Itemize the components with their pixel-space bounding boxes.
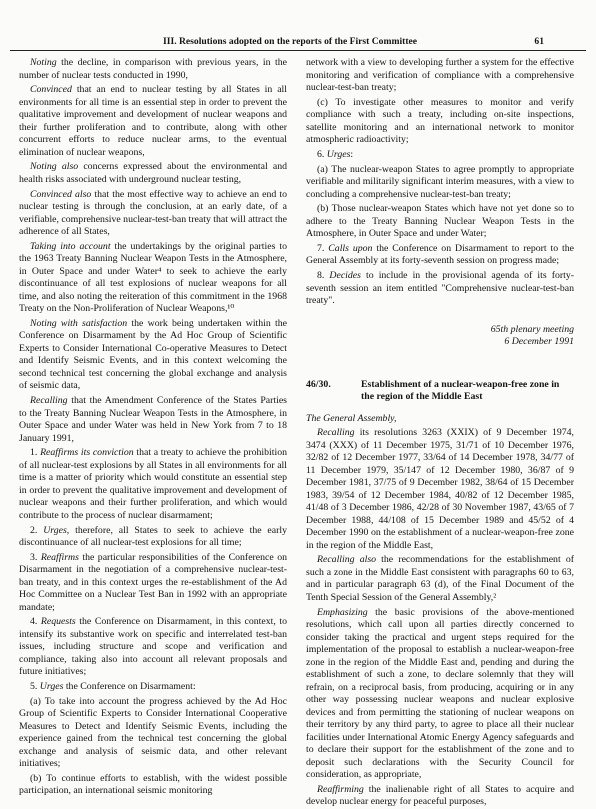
paragraph: [19, 189, 287, 239]
meeting-date: 6 December 1991: [504, 336, 574, 348]
paragraph-number: 8.: [317, 270, 330, 282]
paragraph-number: 6.: [317, 148, 327, 160]
paragraph: [19, 161, 287, 186]
meeting-signature: [306, 324, 574, 349]
paragraph-lead: Requests: [40, 616, 76, 628]
paragraph-text: concerns expressed about the environmental and health risks associated with underground nuclear testing,: [19, 161, 287, 185]
paragraph-text: the undertakings by the original parties to the 1963 Treaty Banning Nuclear Weapon Tests in the Atmosphere, in Outer Space and under Water⁴ to seek to achieve the early discontinuance of all test explosions of nuclear weapons for all time, and also noting the reiteration of this commitment in the 1968 Treaty on the Non-Proliferation of Nuclear Weapons,¹⁰: [19, 240, 287, 315]
paragraph-text: the Conference on Disarmament, in this context, to intensify its substantive work on specific and interrelated test-ban issues, including structure and scope and verification and compliance, taking also into account all relevant proposals and future initiatives;: [19, 616, 287, 678]
paragraph: [19, 395, 287, 445]
paragraph: [19, 773, 287, 798]
paragraph-text: the decline, in comparison with previous years, in the number of nuclear tests conducted in 1990,: [19, 57, 287, 81]
paragraph-lead: Recalling: [30, 395, 68, 407]
paragraph-number: 5.: [30, 681, 40, 693]
paragraph: [19, 525, 287, 550]
paragraph: [306, 270, 574, 308]
paragraph-text: the recommendations for the establishment of such a zone in the Middle East consistent with paragraphs 60 to 63, and in particular paragraph 63 (d), of the Final Document of the Tenth Special Session of the General Assembly,²: [306, 554, 574, 603]
paragraph: [306, 607, 574, 782]
paragraph-lead: Noting with satisfaction: [30, 317, 128, 329]
paragraph-text: to include in the provisional agenda of its forty-seventh session an item entitled "Comprehensive nuclear-test-ban treaty".: [306, 270, 575, 307]
paragraph-text: the particular responsibilities of the Conference on Disarmament in the negotiation of a comprehensive nuclear-test-ban treaty, and in this context urges the re-establishment of the Ad Hoc Committee on a Nuclear Test Ban in 1992 with an appropriate mandate;: [19, 551, 288, 613]
paragraph: [19, 318, 287, 393]
paragraph-text: its resolutions 3263 (XXIX) of 9 December 1974, 3474 (XXX) of 11 December 1975, 31/71 of 10 December 1976, 32/82 of 12 December 1977, 33/64 of 14 December 1978, 34/77 of 11 December 1979, 35/147 of 12 December 1980, 36/87 of 9 December 1981, 37/75 of 9 December 1982, 38/64 of 15 December 1983, 39/54 of 12 December 1984, 40/82 of 12 December 1985, 41/48 of 3 December 1986, 42/28 of 30 November 1987, 43/65 of 7 December 1988, 44/108 of 15 December 1989 and 45/52 of 4 December 1990 on the establishment of a nuclear-weapon-free zone in the region of the Middle East,: [306, 427, 574, 551]
paragraph: [19, 447, 287, 522]
paragraph-lead: Noting also: [30, 161, 79, 173]
resolution-number: 46/30.: [306, 378, 331, 390]
right-column: [306, 57, 574, 809]
paragraph-text: the Conference on Disarmament:: [63, 681, 196, 693]
paragraph-text: that the Amendment Conference of the States Parties to the Treaty Banning Nuclear Weapon Tests in the Atmosphere, in Outer Space and under Water was held in New York from 7 to 18 January 1991,: [19, 395, 287, 444]
paragraph: [19, 552, 287, 615]
paragraph-lead: Reaffirms: [40, 551, 79, 563]
paragraph-number: 1.: [30, 447, 41, 459]
paragraph-text: the work being undertaken within the Conference on Disarmament by the Ad Hoc Group of Scientific Experts to Consider International Co-operative Measures to Detect and Identify Seismic Events, and in this context welcoming the second technical test concerning the global exchange and analysis of seismic data,: [19, 317, 287, 392]
paragraph: [19, 84, 287, 159]
paragraph: [306, 57, 574, 95]
paragraph-text: that a treaty to achieve the prohibition of all nuclear-test explosions by all States in all environments for all time is a matter of priority which would constitute an essential step in order to prevent the qualitative improvement and development of nuclear weapons and their further proliferation, and which would contribute to the process of nuclear disarmament;: [19, 447, 287, 521]
paragraph: [306, 164, 574, 202]
paragraph-text: To investigate other measures to monitor and verify compliance with such a treaty, including on-site inspections, satellite monitoring and an international network to monitor atmospheric radioactivity;: [306, 96, 574, 146]
paragraph-lead: Emphasizing: [317, 606, 368, 618]
paragraph-lead: Decides: [329, 270, 361, 282]
paragraph-number: (a): [30, 695, 45, 707]
paragraph: [306, 784, 574, 809]
paragraph: [19, 696, 287, 771]
paragraph-number: (c): [317, 96, 336, 108]
paragraph-lead: Reaffirming: [317, 783, 364, 795]
paragraph-number: 4.: [30, 616, 41, 628]
paragraph: [306, 427, 574, 552]
paragraph: [19, 616, 287, 679]
paragraph-number: 7.: [317, 242, 329, 254]
paragraph-text: , therefore, all States to seek to achieve the early discontinuance of all nuclear-test explosions for all time;: [19, 524, 287, 548]
paragraph: [306, 554, 574, 604]
paragraph-lead: Reaffirms its conviction: [40, 447, 134, 459]
paragraph-number: (b): [317, 203, 332, 215]
paragraph-lead: Convinced: [30, 84, 72, 96]
right-bottom-paragraphs: [306, 427, 574, 809]
paragraph: [306, 97, 574, 147]
paragraph-text: Those nuclear-weapon States which have not yet done so to adhere to the Treaty Banning Nuclear Weapon Tests in the Atmosphere, in Outer Space and under Water;: [306, 203, 574, 240]
paragraph-text: that an end to nuclear testing by all States in all environments for all time is an essential step in order to prevent the qualitative improvement and development of nuclear weapons and their further proliferation and to contribute, along with other concurrent efforts to reduce nuclear arms, to the eventual elimination of nuclear weapons,: [19, 84, 287, 158]
paragraph-text: network with a view to developing further a system for the effective monitoring and verification of compliance with a comprehensive nuclear-test-ban treaty;: [306, 57, 574, 93]
left-column: [19, 57, 287, 800]
paragraph-lead: Noting: [30, 57, 57, 68]
paragraph-lead: Recalling: [317, 427, 355, 439]
paragraph-text: the basic provisions of the above-mentioned resolutions, which call upon all parties directly concerned to consider taking the practical and urgent steps required for the implementation of the proposal to establish a nuclear-weapon-free zone in the region of the Middle East and, pending and during the establishment of such a zone, to declare solemnly that they will refrain, on a reciprocal basis, from producing, acquiring or in any other way possessing nuclear weapons and nuclear explosive devices and from permitting the stationing of nuclear weapons on their territory by any third party, to agree to place all their nuclear facilities under International Atomic Energy Agency safeguards and to declare their support for the establishment of the zone and to deposit such declarations with the Security Council for consideration, as appropriate,: [306, 606, 574, 780]
paragraph-lead: Urges: [39, 681, 64, 693]
paragraph: [306, 149, 574, 162]
right-top-paragraphs: [306, 57, 574, 308]
paragraph-text: To continue efforts to establish, with the widest possible participation, an international seismic monitoring: [19, 772, 287, 797]
meeting-line: 65th plenary meeting: [490, 323, 574, 335]
paragraph-number: 2.: [30, 524, 44, 536]
section-title: III. Resolutions adopted on the reports of the First Committee: [163, 36, 418, 47]
paragraph-text: that the most effective way to achieve an end to nuclear testing is through the conclusion, at an early date, of a verifiable, comprehensive nuclear-test-ban treaty that will attract the adherence of all States,: [19, 188, 288, 238]
paragraph: [19, 57, 287, 82]
paragraph: [306, 243, 574, 268]
paragraph-lead: Calls upon: [328, 242, 373, 254]
paragraph-number: 3.: [30, 551, 41, 563]
paragraph-lead: Urges: [326, 148, 351, 160]
left-paragraphs: [19, 57, 287, 798]
paragraph-lead: Recalling also: [317, 554, 377, 566]
page-number: 61: [534, 36, 544, 47]
paragraph-text: :: [350, 148, 354, 160]
paragraph-lead: Urges: [43, 524, 67, 536]
resolution-title: Establishment of a nuclear-weapon-free zone in the region of the Middle East: [361, 378, 560, 403]
paragraph: [19, 681, 287, 694]
paragraph-text: To take into account the progress achieved by the Ad Hoc Group of Scientific Experts to Consider International Cooperative Measures to Detect and Identify Seismic Events, including the experience gained from the technical test concerning the global exchange and analysis of seismic data, and other relevant initiatives;: [19, 695, 287, 770]
paragraph-text: the Conference on Disarmament to report to the General Assembly at its forty-seventh session on progress made;: [306, 242, 575, 267]
paragraph-lead: Convinced also: [30, 188, 92, 200]
general-assembly-line: The General Assembly,: [306, 412, 397, 424]
resolution-heading: [306, 379, 574, 404]
paragraph-text: the inalienable right of all States to acquire and develop nuclear energy for peaceful purposes,: [306, 783, 574, 808]
paragraph: [19, 241, 287, 316]
header-rule: [10, 50, 586, 51]
paragraph-number: (a): [317, 163, 332, 175]
running-header: [10, 36, 586, 50]
paragraph: [306, 203, 574, 241]
paragraph-text: The nuclear-weapon States to agree promptly to appropriate verifiable and militarily significant interim measures, with a view to concluding a comprehensive nuclear-test-ban treaty;: [306, 163, 574, 200]
paragraph-number: (b): [30, 772, 47, 784]
paragraph-lead: Taking into account: [30, 240, 111, 252]
